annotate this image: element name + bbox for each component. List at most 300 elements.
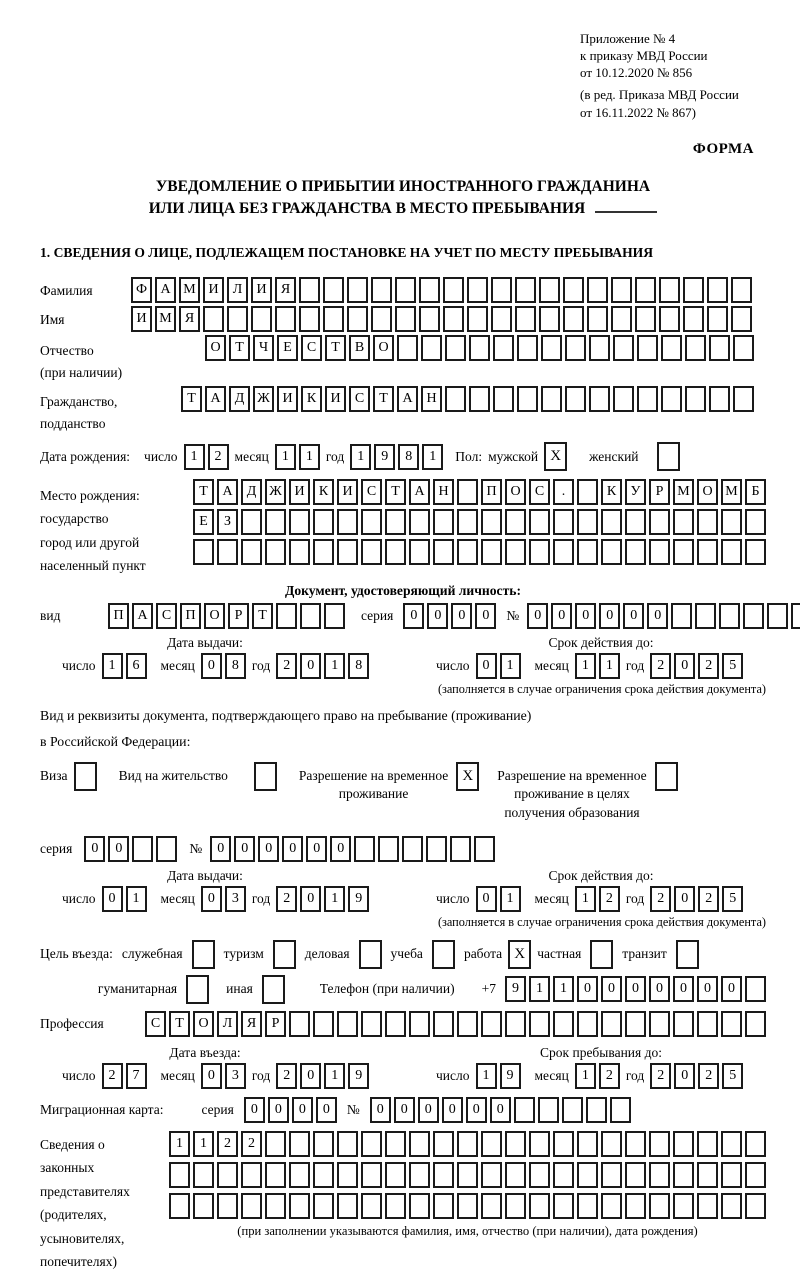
char-cell[interactable]: Я [179,306,200,332]
char-cell[interactable] [733,386,754,412]
char-cell[interactable]: Т [325,335,346,361]
char-cell[interactable]: И [289,479,310,505]
char-cell[interactable] [553,539,574,565]
char-cell[interactable] [673,539,694,565]
char-cell[interactable] [539,277,560,303]
char-cell[interactable] [378,836,399,862]
char-cell[interactable] [493,335,514,361]
char-cell[interactable]: 0 [300,886,321,912]
char-cell[interactable]: 7 [126,1063,147,1089]
char-cell[interactable] [265,509,286,535]
char-cell[interactable] [192,940,215,969]
char-cell[interactable]: 1 [422,444,443,470]
char-cell[interactable] [625,1162,646,1188]
char-cell[interactable] [337,1011,358,1037]
char-cell[interactable]: 0 [697,976,718,1002]
char-cell[interactable] [625,509,646,535]
char-cell[interactable] [721,1162,742,1188]
char-cell[interactable] [433,1193,454,1219]
char-cell[interactable]: Ж [253,386,274,412]
char-cell[interactable] [193,539,214,565]
char-cell[interactable] [637,386,658,412]
char-cell[interactable] [491,277,512,303]
char-cell[interactable] [743,603,764,629]
char-cell[interactable] [721,1193,742,1219]
char-cell[interactable] [649,1162,670,1188]
char-cell[interactable] [241,1193,262,1219]
char-cell[interactable]: 0 [306,836,327,862]
char-cell[interactable] [457,1011,478,1037]
char-cell[interactable]: Т [181,386,202,412]
char-cell[interactable] [337,1193,358,1219]
char-cell[interactable] [474,836,495,862]
char-cell[interactable] [695,603,716,629]
char-cell[interactable]: 3 [225,1063,246,1089]
char-cell[interactable] [186,975,209,1004]
char-cell[interactable]: 1 [599,653,620,679]
char-cell[interactable]: У [625,479,646,505]
char-cell[interactable]: 3 [225,886,246,912]
char-cell[interactable] [553,1131,574,1157]
char-cell[interactable] [313,1131,334,1157]
char-cell[interactable] [289,539,310,565]
char-cell[interactable] [409,539,430,565]
char-cell[interactable] [265,1162,286,1188]
char-cell[interactable]: X [544,442,567,471]
char-cell[interactable]: И [325,386,346,412]
char-cell[interactable]: 2 [217,1131,238,1157]
char-cell[interactable]: 0 [442,1097,463,1123]
char-cell[interactable]: 0 [476,886,497,912]
char-cell[interactable]: Н [421,386,442,412]
char-cell[interactable]: 1 [575,886,596,912]
char-cell[interactable] [671,603,692,629]
char-cell[interactable] [385,1193,406,1219]
char-cell[interactable]: М [673,479,694,505]
char-cell[interactable] [337,539,358,565]
char-cell[interactable] [529,1011,550,1037]
char-cell[interactable]: 1 [324,886,345,912]
char-cell[interactable] [587,277,608,303]
char-cell[interactable]: И [203,277,224,303]
char-cell[interactable] [611,306,632,332]
char-cell[interactable]: 8 [225,653,246,679]
char-cell[interactable] [625,1011,646,1037]
char-cell[interactable] [577,1011,598,1037]
char-cell[interactable] [254,762,277,791]
char-cell[interactable] [313,539,334,565]
char-cell[interactable] [553,1011,574,1037]
char-cell[interactable]: О [193,1011,214,1037]
char-cell[interactable]: П [481,479,502,505]
char-cell[interactable] [397,335,418,361]
char-cell[interactable]: 0 [201,1063,222,1089]
char-cell[interactable]: О [205,335,226,361]
char-cell[interactable] [601,1011,622,1037]
char-cell[interactable]: 9 [374,444,395,470]
char-cell[interactable]: 0 [102,886,123,912]
char-cell[interactable]: И [251,277,272,303]
char-cell[interactable] [481,1193,502,1219]
char-cell[interactable]: 2 [698,886,719,912]
char-cell[interactable]: К [601,479,622,505]
char-cell[interactable] [337,1162,358,1188]
char-cell[interactable] [610,1097,631,1123]
char-cell[interactable]: 0 [244,1097,265,1123]
char-cell[interactable]: 0 [625,976,646,1002]
char-cell[interactable] [481,1162,502,1188]
char-cell[interactable] [251,306,272,332]
char-cell[interactable] [649,509,670,535]
char-cell[interactable]: 2 [599,1063,620,1089]
char-cell[interactable] [337,1131,358,1157]
char-cell[interactable]: 2 [650,653,671,679]
char-cell[interactable]: 0 [476,653,497,679]
char-cell[interactable] [505,1131,526,1157]
char-cell[interactable]: А [397,386,418,412]
char-cell[interactable] [359,940,382,969]
char-cell[interactable]: 2 [276,1063,297,1089]
char-cell[interactable] [169,1162,190,1188]
char-cell[interactable]: А [155,277,176,303]
char-cell[interactable]: Я [275,277,296,303]
char-cell[interactable]: С [349,386,370,412]
char-cell[interactable] [469,335,490,361]
char-cell[interactable]: 0 [601,976,622,1002]
char-cell[interactable]: 8 [398,444,419,470]
char-cell[interactable] [241,1162,262,1188]
char-cell[interactable]: 0 [577,976,598,1002]
char-cell[interactable]: 0 [234,836,255,862]
char-cell[interactable] [385,1162,406,1188]
char-cell[interactable] [515,306,536,332]
char-cell[interactable] [361,1162,382,1188]
char-cell[interactable] [361,539,382,565]
char-cell[interactable]: 0 [673,976,694,1002]
char-cell[interactable] [601,1193,622,1219]
char-cell[interactable] [637,335,658,361]
char-cell[interactable] [625,539,646,565]
char-cell[interactable]: 2 [650,1063,671,1089]
char-cell[interactable]: 1 [126,886,147,912]
char-cell[interactable] [553,509,574,535]
char-cell[interactable]: X [508,940,531,969]
char-cell[interactable] [589,335,610,361]
char-cell[interactable] [697,1131,718,1157]
char-cell[interactable] [625,1193,646,1219]
char-cell[interactable]: 0 [258,836,279,862]
char-cell[interactable] [361,1193,382,1219]
char-cell[interactable] [586,1097,607,1123]
char-cell[interactable] [529,509,550,535]
char-cell[interactable]: 2 [650,886,671,912]
char-cell[interactable]: 2 [276,886,297,912]
char-cell[interactable] [433,1011,454,1037]
char-cell[interactable] [505,539,526,565]
char-cell[interactable] [683,306,704,332]
char-cell[interactable] [767,603,788,629]
char-cell[interactable]: Ф [131,277,152,303]
char-cell[interactable]: 0 [623,603,644,629]
char-cell[interactable]: О [204,603,225,629]
char-cell[interactable]: . [553,479,574,505]
char-cell[interactable]: 1 [350,444,371,470]
char-cell[interactable] [433,1131,454,1157]
char-cell[interactable] [241,509,262,535]
char-cell[interactable]: 0 [427,603,448,629]
char-cell[interactable] [361,1131,382,1157]
char-cell[interactable] [709,386,730,412]
char-cell[interactable]: 1 [553,976,574,1002]
char-cell[interactable] [553,1193,574,1219]
char-cell[interactable] [289,1011,310,1037]
char-cell[interactable]: В [349,335,370,361]
char-cell[interactable] [577,539,598,565]
char-cell[interactable] [673,1193,694,1219]
char-cell[interactable] [313,1193,334,1219]
char-cell[interactable] [491,306,512,332]
char-cell[interactable] [323,277,344,303]
char-cell[interactable]: Т [229,335,250,361]
char-cell[interactable] [577,1162,598,1188]
char-cell[interactable]: Т [373,386,394,412]
char-cell[interactable]: Е [277,335,298,361]
char-cell[interactable] [731,277,752,303]
char-cell[interactable] [445,335,466,361]
char-cell[interactable] [467,306,488,332]
char-cell[interactable]: 1 [184,444,205,470]
char-cell[interactable]: 9 [505,976,526,1002]
char-cell[interactable] [324,603,345,629]
char-cell[interactable] [289,1131,310,1157]
char-cell[interactable] [493,386,514,412]
char-cell[interactable]: 2 [599,886,620,912]
char-cell[interactable] [673,1131,694,1157]
char-cell[interactable] [433,1162,454,1188]
char-cell[interactable]: 0 [330,836,351,862]
char-cell[interactable] [467,277,488,303]
char-cell[interactable]: А [132,603,153,629]
char-cell[interactable]: 1 [324,653,345,679]
char-cell[interactable]: С [156,603,177,629]
char-cell[interactable] [132,836,153,862]
char-cell[interactable] [577,1193,598,1219]
char-cell[interactable]: Я [241,1011,262,1037]
char-cell[interactable]: 0 [282,836,303,862]
char-cell[interactable] [553,1162,574,1188]
char-cell[interactable] [659,306,680,332]
char-cell[interactable] [721,539,742,565]
char-cell[interactable] [529,1193,550,1219]
char-cell[interactable] [457,1193,478,1219]
char-cell[interactable] [432,940,455,969]
char-cell[interactable]: 9 [500,1063,521,1089]
char-cell[interactable] [601,1162,622,1188]
char-cell[interactable]: С [301,335,322,361]
char-cell[interactable] [733,335,754,361]
char-cell[interactable]: М [179,277,200,303]
char-cell[interactable] [505,1011,526,1037]
char-cell[interactable] [323,306,344,332]
char-cell[interactable] [217,1162,238,1188]
char-cell[interactable] [745,1162,766,1188]
char-cell[interactable]: 1 [476,1063,497,1089]
char-cell[interactable] [697,539,718,565]
char-cell[interactable]: 0 [551,603,572,629]
char-cell[interactable]: Е [193,509,214,535]
char-cell[interactable]: 0 [201,886,222,912]
char-cell[interactable] [275,306,296,332]
char-cell[interactable] [745,509,766,535]
char-cell[interactable] [395,306,416,332]
char-cell[interactable] [409,1131,430,1157]
char-cell[interactable]: 0 [108,836,129,862]
char-cell[interactable]: М [721,479,742,505]
char-cell[interactable]: 0 [490,1097,511,1123]
char-cell[interactable] [299,306,320,332]
char-cell[interactable] [74,762,97,791]
char-cell[interactable] [409,1193,430,1219]
char-cell[interactable] [791,603,800,629]
char-cell[interactable] [745,1193,766,1219]
char-cell[interactable] [721,1131,742,1157]
char-cell[interactable] [385,509,406,535]
char-cell[interactable] [745,539,766,565]
char-cell[interactable] [457,1162,478,1188]
char-cell[interactable] [514,1097,535,1123]
char-cell[interactable] [539,306,560,332]
char-cell[interactable] [505,1162,526,1188]
char-cell[interactable] [385,1131,406,1157]
char-cell[interactable]: А [205,386,226,412]
char-cell[interactable]: 0 [403,603,424,629]
char-cell[interactable]: Ч [253,335,274,361]
char-cell[interactable]: Н [433,479,454,505]
char-cell[interactable] [481,539,502,565]
char-cell[interactable] [419,277,440,303]
char-cell[interactable]: 8 [348,653,369,679]
char-cell[interactable] [481,1011,502,1037]
char-cell[interactable]: 0 [647,603,668,629]
char-cell[interactable] [613,386,634,412]
char-cell[interactable]: 0 [316,1097,337,1123]
char-cell[interactable] [361,509,382,535]
char-cell[interactable]: Т [252,603,273,629]
char-cell[interactable] [265,539,286,565]
char-cell[interactable]: Д [241,479,262,505]
char-cell[interactable] [289,509,310,535]
char-cell[interactable] [426,836,447,862]
char-cell[interactable] [515,277,536,303]
char-cell[interactable] [563,277,584,303]
char-cell[interactable]: 0 [721,976,742,1002]
char-cell[interactable] [587,306,608,332]
char-cell[interactable] [433,539,454,565]
char-cell[interactable] [481,1131,502,1157]
char-cell[interactable] [611,277,632,303]
char-cell[interactable] [354,836,375,862]
char-cell[interactable] [562,1097,583,1123]
char-cell[interactable] [673,1162,694,1188]
char-cell[interactable]: 0 [527,603,548,629]
char-cell[interactable] [577,1131,598,1157]
char-cell[interactable] [601,1131,622,1157]
char-cell[interactable] [565,386,586,412]
char-cell[interactable]: 0 [292,1097,313,1123]
char-cell[interactable] [443,277,464,303]
char-cell[interactable] [443,306,464,332]
char-cell[interactable] [313,509,334,535]
char-cell[interactable] [457,509,478,535]
char-cell[interactable]: Т [169,1011,190,1037]
char-cell[interactable] [683,277,704,303]
char-cell[interactable] [313,1011,334,1037]
char-cell[interactable] [289,1193,310,1219]
char-cell[interactable] [409,1011,430,1037]
char-cell[interactable] [217,539,238,565]
char-cell[interactable]: Л [217,1011,238,1037]
char-cell[interactable] [529,539,550,565]
char-cell[interactable]: Р [265,1011,286,1037]
char-cell[interactable]: З [217,509,238,535]
char-cell[interactable]: О [505,479,526,505]
char-cell[interactable] [685,335,706,361]
char-cell[interactable]: 1 [102,653,123,679]
char-cell[interactable] [402,836,423,862]
char-cell[interactable]: С [361,479,382,505]
char-cell[interactable] [481,509,502,535]
char-cell[interactable]: 6 [126,653,147,679]
char-cell[interactable] [276,603,297,629]
char-cell[interactable]: А [217,479,238,505]
char-cell[interactable]: 1 [575,653,596,679]
char-cell[interactable] [625,1131,646,1157]
char-cell[interactable] [538,1097,559,1123]
char-cell[interactable] [649,1131,670,1157]
char-cell[interactable] [707,306,728,332]
char-cell[interactable] [217,1193,238,1219]
char-cell[interactable]: 2 [276,653,297,679]
char-cell[interactable]: К [301,386,322,412]
char-cell[interactable] [685,386,706,412]
char-cell[interactable] [262,975,285,1004]
char-cell[interactable] [565,335,586,361]
char-cell[interactable] [409,509,430,535]
char-cell[interactable] [673,1011,694,1037]
char-cell[interactable] [673,509,694,535]
char-cell[interactable]: Р [649,479,670,505]
char-cell[interactable]: 1 [575,1063,596,1089]
char-cell[interactable]: 0 [210,836,231,862]
char-cell[interactable] [721,1011,742,1037]
char-cell[interactable]: 0 [649,976,670,1002]
char-cell[interactable] [529,1162,550,1188]
char-cell[interactable] [193,1193,214,1219]
char-cell[interactable]: Б [745,479,766,505]
char-cell[interactable]: 0 [575,603,596,629]
char-cell[interactable] [421,335,442,361]
char-cell[interactable]: 0 [599,603,620,629]
char-cell[interactable] [227,306,248,332]
char-cell[interactable] [649,1193,670,1219]
char-cell[interactable]: 0 [418,1097,439,1123]
char-cell[interactable]: К [313,479,334,505]
char-cell[interactable] [505,1193,526,1219]
char-cell[interactable]: 0 [475,603,496,629]
char-cell[interactable] [361,1011,382,1037]
char-cell[interactable]: 2 [241,1131,262,1157]
char-cell[interactable]: Т [193,479,214,505]
